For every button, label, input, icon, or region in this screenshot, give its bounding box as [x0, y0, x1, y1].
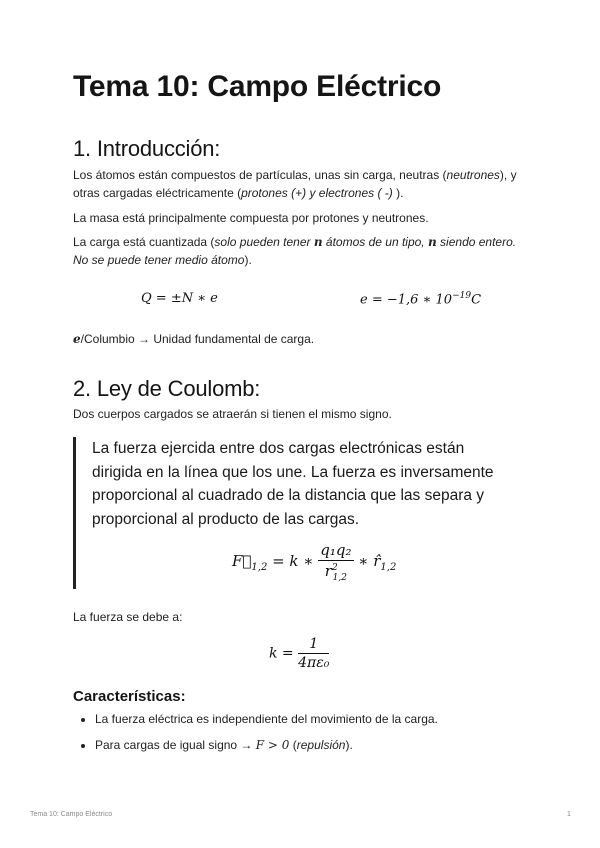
paragraph-masa: La masa está principalmente compuesta por protones y neutrones.: [73, 211, 429, 225]
k-fraction: $\frac{1}{\text{4πε₀}}$: [298, 636, 330, 671]
subheading-caracteristicas: Características:: [73, 688, 186, 705]
equation-coulomb: $F⃗_{1,2} = k$ ∗ $\frac{\text{q₁q₂}}{r^2_{1,2}}$ ∗ $r̂_{1,2}$: [232, 541, 397, 583]
footer-page-number: 1: [567, 811, 571, 818]
equation-carga-total: Q = ±N ∗ e: [141, 291, 218, 306]
paragraph-atraccion: Dos cuerpos cargados se atraerán si tienen el mismo signo.: [73, 407, 392, 421]
paragraph-atomos: Los átomos están compuestos de partículas, unas sin carga, neutras (neutrones), y otras cargadas eléctricamente (protones (+) y electrones ( -) ).: [73, 168, 517, 200]
callout-quote: [73, 437, 516, 589]
paragraph-fuerza-debe: La fuerza se debe a:: [73, 610, 183, 624]
equation-constante-k: k = $\frac{1}{\text{4πε₀}}$: [269, 636, 330, 671]
equation-carga-electron: e = −1,6 ∗ $10^{-19}C$: [360, 291, 482, 308]
paragraph-unidad-carga: e/Columbio → Unidad fundamental de carga.: [73, 332, 315, 346]
section-heading-coulomb: 2. Ley de Coulomb:: [73, 376, 261, 401]
caracteristicas-list: [73, 711, 535, 763]
paragraph-carga: La carga está cuantizada (solo pueden tener n átomos de un tipo, n siendo entero. No se puede tener medio átomo).: [73, 235, 517, 267]
quote-text: La fuerza ejercida entre dos cargas electrónicas están dirigida en la línea que los une. La fuerza es inversamente proporcional al cuadrado de la distancia que las separa y proporcional al producto de las cargas.: [92, 440, 494, 528]
page-title: Tema 10: Campo Eléctrico: [73, 70, 442, 103]
section-heading-introduccion: 1. Introducción:: [73, 136, 221, 161]
list-item: • Para cargas de igual signo → F > 0 (repulsión).: [95, 737, 535, 754]
list-item: • La fuerza eléctrica es independiente del movimiento de la carga.: [95, 711, 535, 728]
footer-title: Tema 10: Campo Eléctrico: [30, 811, 113, 818]
coulomb-fraction: $\frac{\text{q₁q₂}}{r^2_{1,2}}$: [320, 541, 352, 583]
